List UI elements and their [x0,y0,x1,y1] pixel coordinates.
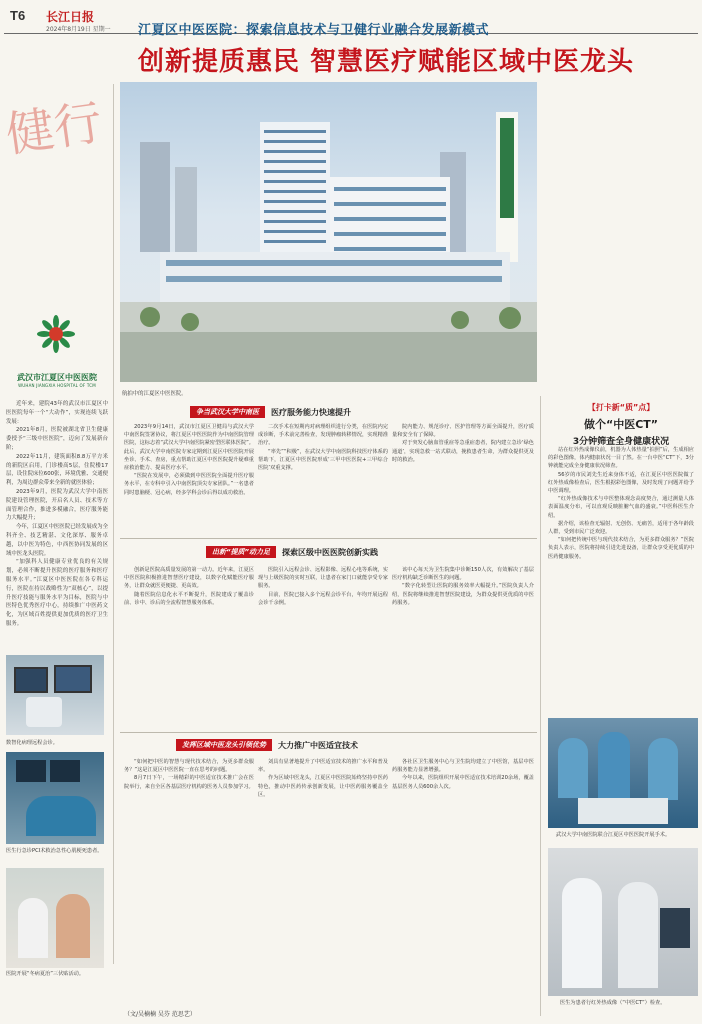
photo-infrared-exam [548,848,698,996]
main-photo-caption: 航拍中的江夏区中医医院。 [122,391,187,397]
paragraph: 医院引入远程会诊、远程影像、远程心电等系统，实现与上级医院的实时互联，让患者在家门口就能享受专家服务。 [258,567,388,590]
photo-caption: 医生行急诊PCI术救治急性心肌梗死患者。 [6,848,103,854]
left-paragraph: 今年，江夏区中医医院已经发展成为全科齐全、技艺精湛、文化深厚、服务卓越，以中医为特色，中西医协同发展的区域中医龙头医院。 [6,524,108,557]
paragraph: “数字化转型让医院的服务效率大幅提升。”医院负责人介绍，医院将继续推进智慧医院建设，为群众提供更优质的中医药服务。 [392,583,534,606]
section2-col2 [258,566,388,607]
right-title-1: 做个“中医CT” [583,418,659,431]
right-article-text [548,446,694,561]
photo-caption: 医院开展“冬病夏治”三伏贴活动。 [6,971,85,977]
left-paragraph: “加强科人员健康专业优良的有关规划，必须不断提升医院的医疗服务和医疗服务水平。”江夏区中医医院在各专科运行，医院在持以战略性为“双核心”，以提升医疗技能与服务水平为目标，医院与中医特色优秀医疗中心，持续推广中医药文化，为区域百姓提供更加优质的医疗卫生服务。 [6,559,108,627]
left-paragraph: 2021年8月，医院被湖北省卫生健康委授予“三级中医医院”，迈向了发展新台阶； [6,427,108,451]
logo-name-cn: 武汉市江夏区中医医院 [17,373,97,382]
section2-banner [206,545,378,559]
main-photo-hospital-aerial [120,82,537,382]
section-divider [120,538,537,539]
section2-col1 [124,566,254,607]
paragraph: 刘具有显著地提升了中医适宜技术的推广水平和普及率。 [258,759,388,774]
calligraphy-title: 健行 [2,94,106,164]
paragraph: “红外热成像技术与中医整体观念高度契合，通过测量人体表面温度分布，可以直观反映脏腑气血的盛衰。”中医科医生介绍。 [548,496,694,519]
paragraph: 院内能力、规范诊疗、医护管理等方面全面提升，医疗质量和安全有了保障。 [392,424,534,439]
hospital-logo-icon [36,314,76,354]
hospital-building-illustration [120,82,537,382]
photo-caption: 数智化病理远程会诊。 [6,740,58,746]
section3-banner [176,738,358,752]
right-article-header [548,402,694,447]
section2-col3 [392,566,534,607]
left-paragraph: 2022年11月，建筑面积8.8万平方米的新院区启用，门诊楼高5层，住院楼17层，设住院床位600张，环境优雅、交通便利，为周边群众带来全新的就医体验； [6,453,108,487]
paragraph: 创新是医院高质量发展的第一动力。近年来，江夏区中医医院积极推进智慧医疗建设，以数字化赋能医疗服务，让群众就医更便捷、更高效。 [124,567,254,590]
section1-stamp: 争当武汉大学中南医 [190,406,265,418]
section1-col2 [258,423,388,472]
paragraph: “如何把中医的智慧与现代技术结合，为更多群众服务？”这是江夏区中医医院一直在思考的问题。 [124,759,254,774]
photo-caption: 武汉大学中南医院联合江夏区中医医院开展手术。 [556,832,671,838]
section3-title: 大力推广中医适宜技术 [278,740,358,750]
column-divider [540,396,541,1016]
main-headline: 创新提质惠民 智慧医疗赋能区域中医龙头 [138,47,635,77]
section1-col3 [392,423,534,464]
paragraph: 随着医院信息化水平不断提升，医院建成了覆盖诊前、诊中、诊后的全流程智慧服务体系。 [124,591,254,606]
section3-col1 [124,758,254,791]
photo-pathology-consult [6,655,104,735]
byline: （文/吴楠楠 吴芬 范思艺） [124,1011,196,1018]
paragraph: 今年以来，医院组织开展中医适宜技术培训20余场，覆盖基层医务人员600余人次。 [392,775,534,790]
paragraph: 据介绍，该检查无辐射、无创伤、无痛苦，适用于各年龄段人群，受到市民广泛欢迎。 [548,520,694,536]
paragraph: 8月7日下午，一场精彩的中医适宜技术推广会在医院举行，来自全区各基层医疗机构的医务人员参加学习。 [124,775,254,790]
paragraph: 该中心每天为卫生院集中诊断150人次，有效解决了基层医疗机构缺乏诊断医生的问题。 [392,567,534,582]
photo-joint-surgery [548,718,698,828]
right-tag: 【打卡新“质”点】 [587,403,655,412]
left-paragraph: 2023年9月，医院为武汉大学中南医院建设管理医院，开启名人员、技术等方面管理合作，推进多模融合，医疗服务能力大幅提升； [6,488,108,522]
paragraph: 对于突发心脑血管重症等急重症患者，院内建立急诊‘绿色通道’，实现急救一站式联动，挽救患者生命，为群众提供更及时的救治。 [392,440,534,463]
paragraph: 56岁的市民刘先生近来身体不适，在江夏区中医医院做了红外热成像检查后，医生根据彩色图像，及时发现了问题并给予中医调理。 [548,471,694,495]
photo-sanfutie-activity [6,868,104,968]
section1-col1 [124,423,254,497]
photo-pci-surgery [6,752,104,844]
section2-title: 探索区级中医医院创新实践 [282,547,379,557]
paragraph: 2023年9月14日，武汉市江夏区卫健局与武汉大学中南医院签署协议，将江夏区中医医院作为中南医院管理医院，这标志着“武汉大学中南医院紧密型医联体医院”。此后，武汉大学中南医院专家定期到江夏区中医医院开展坐诊、手术、查房，重点帮助江夏区中医医院提升疑难重症救治能力、提高医疗水平。 [124,424,254,472]
paragraph: “如何把传统中医与现代技术结合，为更多群众服务？”医院负责人表示，医院将持续引进先进设备，让群众享受更优质的中医药健康服务。 [548,537,694,560]
right-title-2: 3分钟筛查全身健康状况 [572,437,670,447]
section-divider [120,732,537,733]
paragraph: 二次手术在短期内对病理组织进行分类，在医院内完成诊断，手术前完善检查，发现肿瘤转移情况，实现精准治疗。 [258,424,388,447]
logo-name-en: WUHAN JIANGXIA HOSPITAL OF TCM [18,383,96,388]
section3-stamp: 发挥区域中医龙头引领优势 [176,739,272,751]
paragraph: 站在红外热成像仪前，机器为人体热量“拍照”后，生成相应的彩色图像，体内健康状况一目了然。在一台中医“CT”下，3分钟就能完成全身健康状况筛查。 [548,447,694,470]
section3-col3 [392,758,534,791]
dateline: 2024年8月19日 星期一 [46,26,111,33]
left-paragraph: 近年来，建院43年的武汉市江夏区中医医院每年一个“大动作”，实现连续飞跃发展： [6,401,108,425]
paragraph: “医院在发展中，必须做到中医医院全面提升医疗服务水平，在专科中引入中南医院顶尖专家团队。”一名患者同时患脑梗、冠心病，经多学科会诊后得以成功救治。 [124,473,254,496]
sub-headline: 江夏区中医医院：探索信息技术与卫健行业融合发展新模式 [138,23,490,38]
paragraph: 目前，医院已接入多个远程会诊平台，年均开展远程会诊千余例。 [258,591,388,606]
section1-title: 医疗服务能力快速提升 [271,407,351,417]
page-number: T6 [10,8,26,23]
paragraph: 各社区卫生服务中心与卫生院均建立了中医馆，基层中医药服务能力显著增强。 [392,759,534,774]
left-article-text [6,400,108,629]
paragraph: 作为区域中医龙头，江夏区中医医院始终坚持中医药特色，推动中医药传承创新发展，让中医药服务覆盖全区。 [258,775,388,798]
paragraph: “率先”“积极”，在武汉大学中南医院科技医疗体系的帮助下，江夏区中医医院形成‘三甲中医医院+三甲综合医院’双重支撑。 [258,448,388,472]
photo-caption: 医生为患者行红外热成像（“中医CT”）检查。 [560,1000,666,1006]
section1-banner [190,405,351,419]
section2-stamp: 出新“提质”动力足 [206,546,276,558]
section3-col2 [258,758,388,799]
paper-name: 长江日报 [46,10,95,24]
